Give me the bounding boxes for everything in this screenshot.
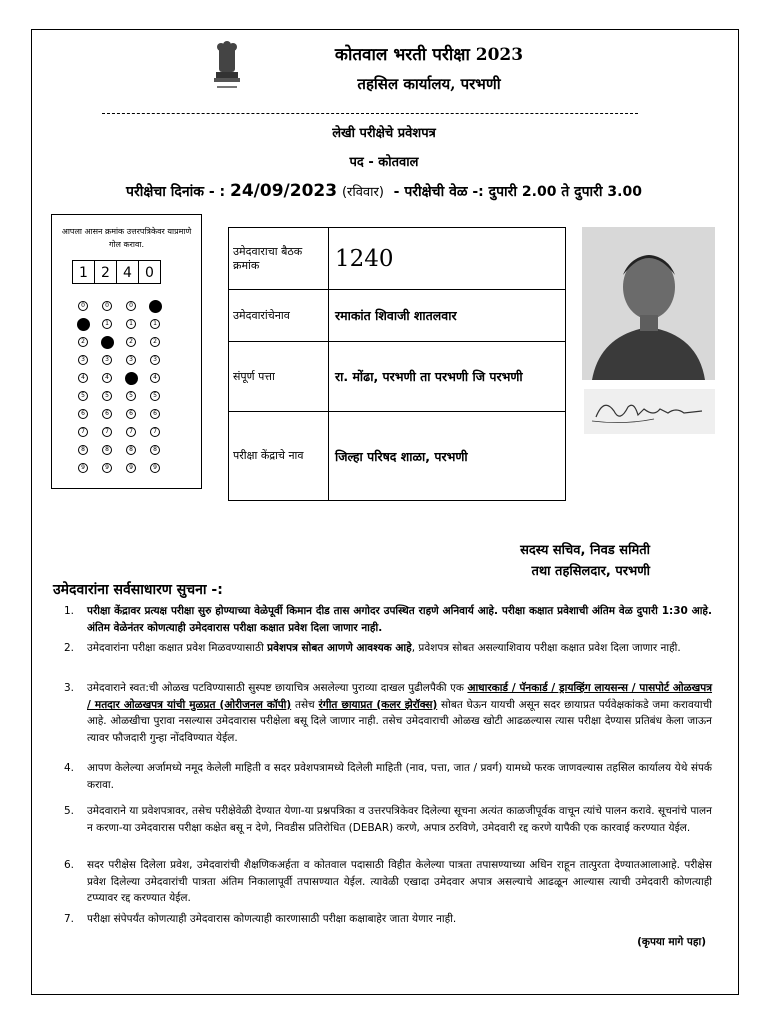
omr-bubble: 9 — [150, 463, 160, 473]
omr-seat-digits — [73, 260, 161, 284]
instruction-number: 7. — [64, 913, 75, 925]
omr-bubble: 5 — [102, 391, 112, 401]
omr-bubble-filled — [125, 372, 138, 385]
instruction-item — [64, 603, 712, 636]
name-label: उमेदवारांचेनाव — [229, 290, 329, 342]
omr-bubble: 6 — [78, 409, 88, 419]
omr-digit: 0 — [138, 260, 161, 284]
instruction-text: परीक्षा संपेपर्यंत कोणत्याही उमेदवारास कोणत्याही कारणासाठी परीक्षा कक्षाबाहेर जाता येणार नाही. — [87, 913, 457, 925]
instruction-item — [64, 803, 712, 836]
omr-bubble: 4 — [78, 373, 88, 383]
instruction-number: 3. — [64, 682, 75, 694]
instruction-text: उमेदवारांना परीक्षा कक्षात प्रवेश मिळवण्यासाठी प्रवेशपत्र सोबत आणणे आवश्यक आहे, प्रवेशपत्र सोबत असल्याशिवाय परीक्षा कक्षात प्रवेश दिला जाणार नाही. — [87, 642, 681, 654]
omr-bubble: 6 — [102, 409, 112, 419]
instruction-number: 5. — [64, 805, 75, 817]
omr-sample-box — [51, 214, 202, 489]
instruction-number: 6. — [64, 859, 75, 871]
omr-bubble: 8 — [150, 445, 160, 455]
exam-date-time — [0, 181, 768, 201]
omr-instruction: आपला आसन क्रमांक उत्तरपत्रिकेवर याप्रमाणे गोल करावा. — [61, 227, 192, 249]
instructions-heading: उमेदवारांना सर्वसाधारण सुचना -: — [53, 582, 223, 598]
omr-bubble: 6 — [126, 409, 136, 419]
omr-bubble: 8 — [102, 445, 112, 455]
omr-bubble: 9 — [126, 463, 136, 473]
candidate-signature — [584, 389, 715, 434]
omr-bubble: 9 — [102, 463, 112, 473]
seat-label: उमेदवाराचा बैठक क्रमांक — [229, 228, 329, 290]
date-label: परीक्षेचा दिनांक - : — [126, 184, 226, 200]
seat-number: 1240 — [329, 228, 566, 290]
candidate-name: रमाकांत शिवाजी शातलवार — [329, 290, 566, 342]
omr-bubble: 7 — [126, 427, 136, 437]
please-turn-over: (कृपया मागे पहा) — [637, 936, 706, 948]
instruction-text: उमेदवाराने स्वत:ची ओळख पटविण्यासाठी सुस्पष्ट छायाचित्र असलेल्या पुराव्या दाखल पुढीलपैकी एक आधारकार्ड / पॅनकार्ड / ड्रायव्हिंग लायसन्स / पासपोर्ट ओळखपत्र / मतदार ओळखपत्र यांची मुळप्रत (ओरीजनल कॉपी) तसेच रंगीत छायाप्रत (कलर झेरॉक्स) सोबत घेऊन यायची असून सदर छायाप्रत पर्यवेक्षकांकडे जमा करावयाची आहे. ओळखीचा पुरावा नसल्यास उमेदवारास परीक्षेला बसू दिले जाणार नाही. तसेच उमेदवाराची ओळख खोटी आढळल्यास त्यास परीक्षा देण्यास प्रतिबंध केला जाऊन त्यावर फौजदारी गुन्हा नोंदविण्यात येईल. — [87, 682, 713, 744]
candidate-address: रा. मोंढा, परभणी ता परभणी जि परभणी — [329, 342, 566, 412]
omr-bubble: 9 — [78, 463, 88, 473]
omr-bubble: 5 — [78, 391, 88, 401]
instruction-text: आपण केलेल्या अर्जामध्ये नमूद केलेली माहिती व सदर प्रवेशपत्रामध्ये दिलेली माहिती (नाव, पत्ता, जात / प्रवर्ग) यामध्ये फरक जाणवल्यास तहसिल कार्यालय येथे संपर्क करावा. — [87, 762, 712, 791]
omr-bubble: 2 — [126, 337, 136, 347]
candidate-info-table — [228, 227, 566, 501]
omr-bubble: 5 — [150, 391, 160, 401]
instruction-item — [64, 760, 712, 793]
time-label: - परीक्षेची वेळ -: — [393, 184, 484, 200]
omr-bubble: 3 — [126, 355, 136, 365]
post-name: पद - कोतवाल — [349, 155, 419, 170]
instruction-text: सदर परीक्षेस दिलेला प्रवेश, उमेदवारांची शैक्षणिकअर्हता व कोतवाल पदासाठी विहीत केलेल्या पात्रता तपासण्याच्या अधिन राहून तात्पुरता देण्यातआलाआहे. परीक्षेस प्रवेश दिलेल्या उमेदवारांची पात्रता अंतिम निकालापूर्वी तपासण्यात येईल. त्यावेळी एखादा उमेदवार अपात्र असल्याचे आढळून आल्यास त्याची उमेदवारी कोणत्याही टप्प्यावर रद्द करण्यात येईल. — [87, 859, 712, 904]
omr-digit: 2 — [94, 260, 117, 284]
signatory-designation-1: सदस्य सचिव, निवड समिती — [520, 543, 650, 558]
exam-date: 24/09/2023 — [230, 181, 338, 201]
instruction-item — [64, 857, 712, 907]
omr-bubble: 7 — [78, 427, 88, 437]
centre-label: परीक्षा केंद्राचे नाव — [229, 412, 329, 501]
instruction-text: परीक्षा केंद्रावर प्रत्यक्ष परीक्षा सुरु होण्याच्या वेळेपूर्वी किमान दीड तास अगोदर उपस्थित राहणे अनिवार्य आहे. परीक्षा कक्षात प्रवेशाची अंतिम वेळ दुपारी 1:30 आहे. अंतिम वेळेनंतर कोणत्याही उमेदवारास परीक्षा कक्षात प्रवेश दिला जाणार नाही. — [87, 605, 712, 634]
omr-bubble: 1 — [126, 319, 136, 329]
instruction-number: 2. — [64, 642, 75, 654]
omr-bubble: 6 — [150, 409, 160, 419]
signatory-designation-2: तथा तहसिलदार, परभणी — [531, 564, 650, 579]
omr-bubble: 0 — [78, 301, 88, 311]
exam-centre: जिल्हा परिषद शाळा, परभणी — [329, 412, 566, 501]
instruction-item — [64, 911, 712, 928]
omr-bubble: 5 — [126, 391, 136, 401]
instruction-number: 4. — [64, 762, 75, 774]
exam-title: कोतवाल भरती परीक्षा 2023 — [334, 45, 524, 65]
omr-bubble-filled — [101, 336, 114, 349]
instruction-item — [64, 680, 712, 746]
omr-bubble: 3 — [102, 355, 112, 365]
admit-card-border — [31, 29, 739, 995]
omr-bubble: 4 — [150, 373, 160, 383]
dashed-divider — [102, 113, 638, 114]
omr-bubble: 8 — [78, 445, 88, 455]
omr-bubble: 7 — [102, 427, 112, 437]
admit-card-heading: लेखी परीक्षेचे प्रवेशपत्र — [332, 126, 436, 141]
omr-bubble: 3 — [150, 355, 160, 365]
omr-bubble: 7 — [150, 427, 160, 437]
omr-bubble: 1 — [150, 319, 160, 329]
omr-bubble: 4 — [102, 373, 112, 383]
address-label: संपूर्ण पत्ता — [229, 342, 329, 412]
omr-bubble-filled — [149, 300, 162, 313]
instruction-item — [64, 640, 712, 657]
omr-bubble-filled — [77, 318, 90, 331]
omr-bubble: 2 — [150, 337, 160, 347]
office-name: तहसिल कार्यालय, परभणी — [357, 75, 501, 93]
omr-bubble: 3 — [78, 355, 88, 365]
omr-bubble: 8 — [126, 445, 136, 455]
exam-time: दुपारी 2.00 ते दुपारी 3.00 — [488, 184, 642, 200]
omr-digit: 1 — [72, 260, 95, 284]
omr-bubble: 2 — [78, 337, 88, 347]
candidate-photo — [582, 227, 715, 380]
instruction-number: 1. — [64, 605, 75, 617]
omr-bubble: 1 — [102, 319, 112, 329]
exam-day: (रविवार) — [341, 185, 384, 200]
omr-digit: 4 — [116, 260, 139, 284]
instruction-text: उमेदवाराने या प्रवेशपत्रावर, तसेच परीक्षेवेळी देण्यात येणा-या प्रश्नपत्रिका व उत्तरपत्रिकेवर दिलेल्या सूचना अत्यंत काळजीपूर्वक वाचून त्यांचे पालन करावे. सूचनांचे पालन न करणा-या उमेदवारास परीक्षा कक्षेत बसू न देणे, निवडीस प्रतिरोधित (DEBAR) करणे, अपात्र ठरविणे, उमेदवारी रद्द करणे यापैकी एक कारवाई करण्यात येईल. — [87, 805, 712, 834]
omr-bubble: 0 — [102, 301, 112, 311]
omr-bubble: 0 — [126, 301, 136, 311]
